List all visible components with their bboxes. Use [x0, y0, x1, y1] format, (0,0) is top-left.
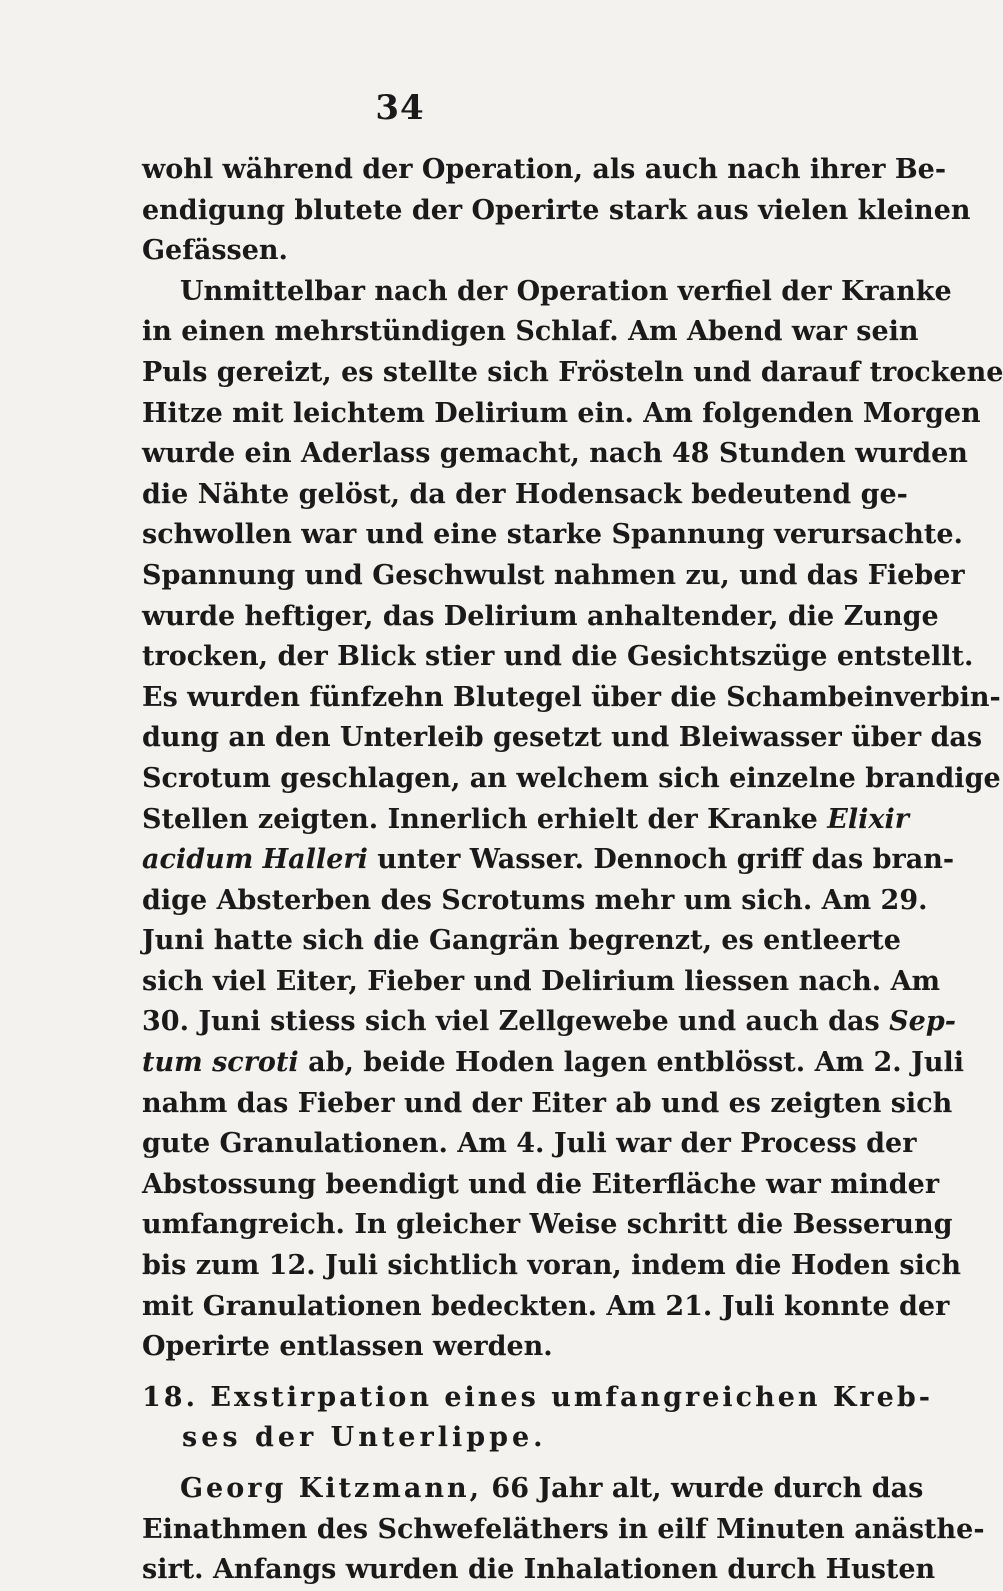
text-segment: 66 Jahr alt, wurde durch das [491, 1473, 924, 1504]
text-segment: 30. Juni stiess sich viel Zellgewebe und auch das [142, 1006, 880, 1038]
text-line [142, 840, 955, 881]
text-line: wohl während der Operation, als auch nach ihrer Be- [142, 154, 947, 185]
text-line: endigung blutete der Operirte stark aus vielen kleinen [142, 194, 971, 226]
text-line: Abstossung beendigt und die Eiterfläche war minder [142, 1168, 940, 1200]
italic-term-septum: Sep- [889, 1006, 956, 1038]
text-line: Juni hatte sich die Gangrän begrenzt, es entleerte [142, 925, 901, 957]
text-line: Gefässen. [142, 235, 288, 267]
text-line: bis zum 12. Juli sichtlich voran, indem die Hoden sich [142, 1250, 961, 1282]
text-line: Scrotum geschlagen, an welchem sich einzelne brandige [142, 762, 1001, 794]
text-line [142, 800, 909, 841]
text-line: Operirte entlassen werden. [142, 1331, 553, 1363]
italic-term-septum-scroti: tum scroti [142, 1047, 299, 1079]
text-line: Einathmen des Schwefeläthers in eilf Minuten anästhe- [142, 1513, 985, 1545]
text-line [142, 1469, 924, 1510]
section-gap [142, 1459, 734, 1469]
case-heading: 18. Exstirpation eines umfangreichen Kreb- [142, 1381, 933, 1413]
text-segment: ab, beide Hoden lagen entblösst. Am 2. Juli [308, 1047, 965, 1079]
text-line: in einen mehrstündigen Schlaf. Am Abend war sein [142, 316, 919, 348]
text-line: dung an den Unterleib gesetzt und Bleiwasser über das [142, 722, 983, 754]
text-line: mit Granulationen bedeckten. Am 21. Juli konnte der [142, 1290, 950, 1322]
text-line: die Nähte gelöst, da der Hodensack bedeutend ge- [142, 478, 908, 510]
text-line: sich viel Eiter, Fieber und Delirium liessen nach. Am [142, 965, 941, 997]
text-line: schwollen war und eine starke Spannung verursachte. [142, 519, 963, 551]
patient-name: Georg Kitzmann, [180, 1473, 483, 1504]
text-line: trocken, der Blick stier und die Gesichtszüge entstellt. [142, 641, 974, 673]
text-line: umfangreich. In gleicher Weise schritt die Besserung [142, 1209, 953, 1241]
text-line: wurde ein Aderlass gemacht, nach 48 Stunden wurden [142, 438, 968, 470]
text-line: dige Absterben des Scrotums mehr um sich. Am 29. [142, 884, 928, 916]
text-segment: Stellen zeigten. Innerlich erhielt der Kranke [142, 803, 818, 835]
text-line: sirt. Anfangs wurden die Inhalationen durch Husten [142, 1554, 936, 1586]
italic-term-acidum-halleri: acidum Halleri [142, 844, 368, 876]
case-heading-continued: ses der Unterlippe. [182, 1422, 547, 1454]
text-line: Es wurden fünfzehn Blutegel über die Schambeinverbin- [142, 681, 1001, 713]
section-gap [142, 1368, 734, 1378]
text-line: Spannung und Geschwulst nahmen zu, und das Fieber [142, 559, 965, 591]
text-line [142, 1043, 965, 1084]
italic-term-elixir: Elixir [827, 803, 909, 835]
page-number: 34 [375, 88, 425, 128]
text-line [142, 1002, 956, 1043]
text-line: nahm das Fieber und der Eiter ab und es zeigten sich [142, 1087, 953, 1119]
text-line: wurde heftiger, das Delirium anhaltender, die Zunge [142, 600, 939, 632]
text-line: Unmittelbar nach der Operation verfiel der Kranke [180, 275, 952, 307]
text-line: Puls gereizt, es stellte sich Frösteln und darauf trockene [142, 356, 1003, 388]
text-line: gute Granulationen. Am 4. Juli war der Process der [142, 1128, 917, 1160]
text-line: Hitze mit leichtem Delirium ein. Am folgenden Morgen [142, 397, 981, 429]
text-segment: unter Wasser. Dennoch griff das bran- [377, 844, 955, 876]
body-text [142, 150, 1003, 1591]
